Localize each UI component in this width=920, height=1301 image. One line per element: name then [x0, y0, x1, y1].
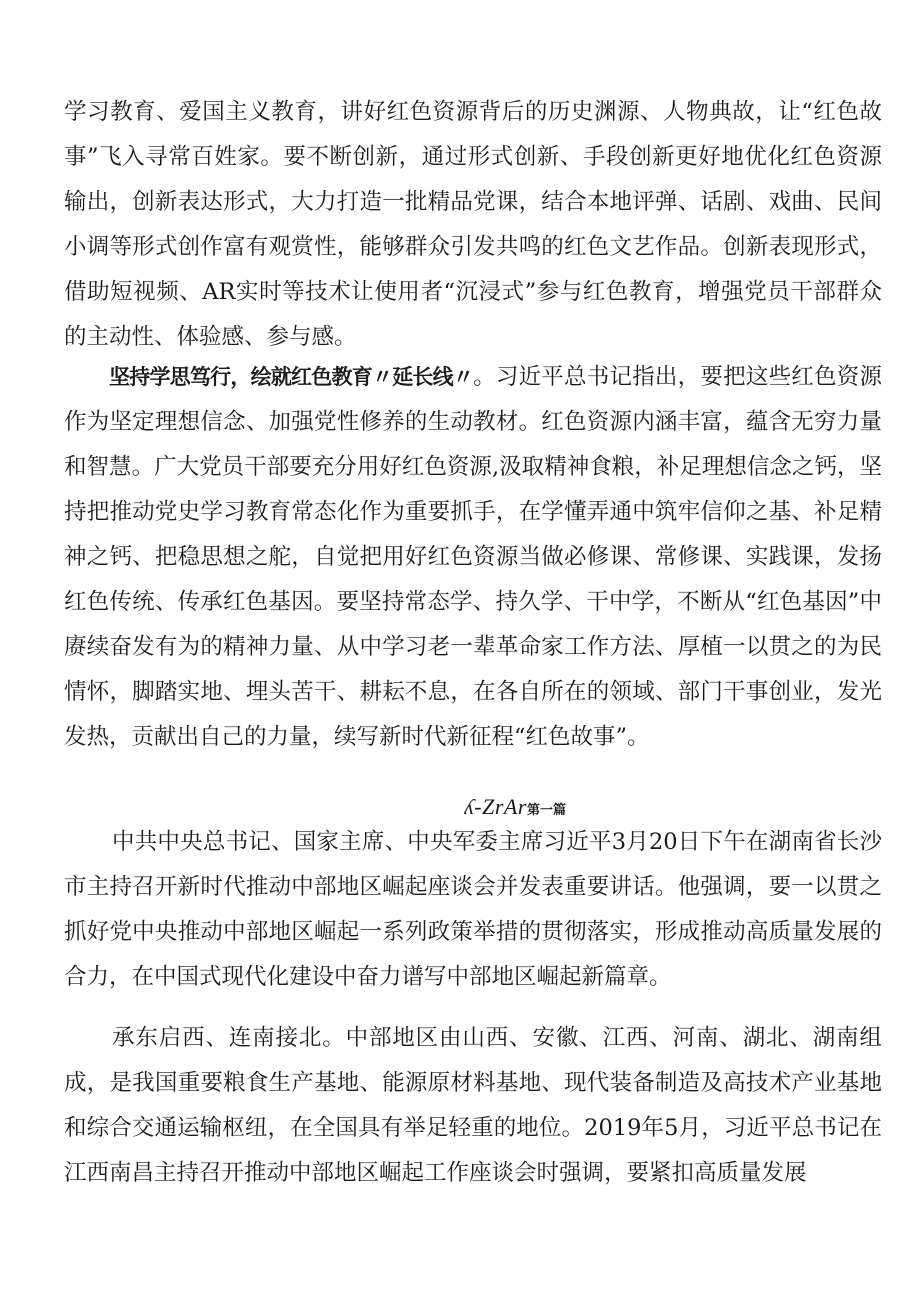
- section-heading-glyph: ʎ-ZrAr: [464, 794, 527, 819]
- paragraph-body: 。习近平总书记指出，要把这些红色资源作为坚定理想信念、加强党性修养的生动教材。红色资源内涵丰富，蕴含无穷力量和智慧。广大党员干部要充分用好红色资源,汲取精神食粮，补足理想信念之钙，坚持把推动党史学习教育常态化作为重要抓手，在学懂弄通中筑牢信仰之基、补足精神之钙、把稳思想之舵，自觉把用好红色资源当做必修课、常修课、实践课，发扬红色传统、传承红色基因。要坚持常态学、持久学、干中学，不断从“红色基因”中赓续奋发有为的精神力量、从中学习老一辈革命家工作方法、厚植一以贯之的为民情怀，脚踏实地、埋头苦干、耕耘不息，在各自所在的领域、部门干事创业，发光发热，贡献出自己的力量，续写新时代新征程“红色故事”。: [64, 364, 882, 750]
- section-heading-label: 第一篇: [526, 803, 566, 818]
- section-heading: [0, 795, 920, 823]
- paragraph-central-region-meeting: 中共中央总书记、国家主席、中央军委主席习近平3月20日下午在湖南省长沙市主持召开新时代推动中部地区崛起座谈会并发表重要讲话。他强调，要一以贯之抓好党中央推动中部地区崛起一系列政策举措的贯彻落实，形成推动高质量发展的合力，在中国式现代化建设中奋力谱写中部地区崛起新篇章。: [64, 829, 882, 990]
- paragraph-central-region-overview: 承东启西、连南接北。中部地区由山西、安徽、江西、河南、湖北、湖南组成，是我国重要粮食生产基地、能源原材料基地、现代装备制造及高技术产业基地和综合交通运输枢纽，在全国具有举足轻重的地位。2019年5月，习近平总书记在江西南昌主持召开推动中部地区崛起工作座谈会时强调，要紧扣高质量发展: [64, 1025, 882, 1186]
- paragraph-red-education-extension: [64, 355, 882, 760]
- continued-paragraph: 学习教育、爱国主义教育，讲好红色资源背后的历史渊源、人物典故，让“红色故事”飞入寻常百姓家。要不断创新，通过形式创新、手段创新更好地优化红色资源输出，创新表达形式，大力打造一批精品党课，结合本地评弹、话剧、戏曲、民间小调等形式创作富有观赏性，能够群众引发共鸣的红色文艺作品。创新表现形式，借助短视频、AR实时等技术让使用者“沉浸式”参与红色教育，增强党员干部群众的主动性、体验感、参与感。: [64, 99, 882, 350]
- paragraph-lead-heading: 坚持学思笃行，绘就红色教育〃延长线〃: [109, 365, 474, 389]
